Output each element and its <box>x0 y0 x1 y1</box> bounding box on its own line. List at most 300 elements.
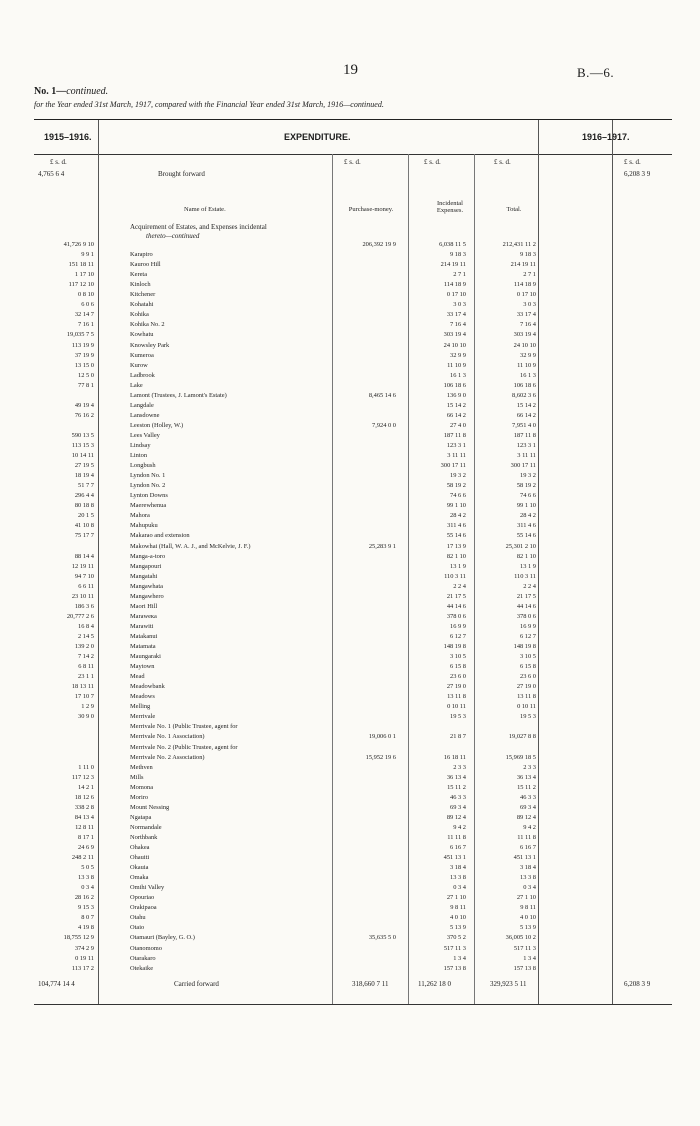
incidental-expenses: 15 14 2 <box>446 401 466 409</box>
table-row <box>34 662 672 672</box>
incidental-expenses: 16 18 11 <box>443 753 466 761</box>
prev-year-value: 9 15 3 <box>78 904 94 912</box>
header-title: EXPENDITURE. <box>284 132 351 142</box>
total-value: 7 16 4 <box>520 321 536 329</box>
pence-sign: d. <box>61 158 67 166</box>
prev-year-value: 6 8 11 <box>78 663 94 671</box>
incidental-expenses: 136 9 0 <box>446 391 466 399</box>
table-row <box>34 642 672 652</box>
incidental-expenses: 89 12 4 <box>446 813 466 821</box>
table-row <box>34 562 672 572</box>
incidental-expenses: 123 3 1 <box>446 442 466 449</box>
table-row <box>34 330 672 340</box>
total-value: 114 18 9 <box>513 281 536 289</box>
estate-name: Meadowbank <box>130 683 165 691</box>
incidental-expenses: 69 3 4 <box>450 803 466 811</box>
estate-name: Otahu <box>130 914 146 922</box>
table-row <box>34 873 672 883</box>
incidental-expenses: 21 17 5 <box>446 592 466 600</box>
table-row <box>34 240 672 250</box>
estate-name: Maungaraki <box>130 653 161 661</box>
total-value: 19 3 2 <box>520 472 536 480</box>
incidental-expenses: 27 19 0 <box>446 683 466 691</box>
estate-name: Linton <box>130 452 148 460</box>
total-value: 28 4 2 <box>520 512 536 520</box>
estate-name: Maori Hill <box>130 602 158 610</box>
header-left-year: 1915–1916. <box>44 132 92 142</box>
total-value: 23 6 0 <box>520 673 536 681</box>
total-value: 19,027 8 8 <box>508 733 536 741</box>
expenditure-table <box>34 119 672 1005</box>
estate-name: Kohatahi <box>130 301 154 309</box>
prev-year-value: 6 0 6 <box>81 301 94 309</box>
table-row <box>34 793 672 803</box>
table-row <box>34 702 672 712</box>
estate-name: Omihi Valley <box>130 884 165 892</box>
incidental-expenses: 82 1 10 <box>446 552 466 560</box>
table-row <box>34 542 672 552</box>
pound-sign: £ <box>494 158 498 166</box>
table-row <box>34 813 672 823</box>
prev-year-value: 13 3 8 <box>78 874 94 882</box>
table-row <box>34 964 672 974</box>
purchase-money: 206,392 19 9 <box>362 241 396 248</box>
purchase-money: 8,465 14 6 <box>368 391 396 399</box>
prev-year-value: 6 6 11 <box>78 582 94 590</box>
table-row <box>34 823 672 833</box>
estate-name: Makowhai (Hall, W. A. J., and McKelvie, J. F.) <box>130 542 251 550</box>
estate-name: Otarakaro <box>130 954 156 962</box>
total-value: 11 11 8 <box>517 833 536 841</box>
prev-year-value: 2 14 5 <box>78 632 94 640</box>
incidental-expenses: 21 8 7 <box>450 733 466 741</box>
prev-year-value: 113 17 2 <box>71 964 94 972</box>
pence-sign: d. <box>505 158 511 166</box>
prev-year-value: 8 0 7 <box>81 914 94 922</box>
table-row <box>34 833 672 843</box>
prev-year-value: 7 14 2 <box>78 653 94 661</box>
carried-forward-right: 6,208 3 9 <box>624 980 651 988</box>
total-value: 32 9 9 <box>520 351 536 359</box>
total-value: 2 3 3 <box>523 763 536 771</box>
estate-name: Marawiti <box>130 622 154 630</box>
incidental-expenses: 16 9 9 <box>450 622 466 630</box>
prev-year-value: 590 13 5 <box>71 431 94 439</box>
incidental-expenses: 1 3 4 <box>453 954 466 962</box>
estate-name: Merrivale <box>130 713 156 721</box>
total-value: 4 0 10 <box>520 914 536 922</box>
prev-year-value: 80 18 8 <box>74 502 94 510</box>
incidental-expenses: 28 4 2 <box>450 512 466 520</box>
estate-name: Langdale <box>130 401 154 409</box>
prev-year-value: 94 7 10 <box>74 572 94 580</box>
prev-year-value: 113 19 9 <box>71 341 94 349</box>
incidental-expenses: 7 16 4 <box>450 321 466 329</box>
table-row <box>34 903 672 913</box>
estate-name: Ohauiti <box>130 854 150 862</box>
prev-year-value: 139 2 0 <box>74 643 94 650</box>
estate-name: Merrivale No. 1 (Public Trustee, agent for <box>130 723 238 731</box>
table-row <box>34 732 672 742</box>
incidental-expenses: 58 19 2 <box>446 482 466 490</box>
incidental-expenses: 0 3 4 <box>453 884 466 892</box>
total-value: 378 0 6 <box>516 612 536 620</box>
total-value: 13 11 8 <box>517 693 536 701</box>
table-row <box>34 471 672 481</box>
prev-year-value: 12 19 11 <box>71 562 94 570</box>
total-value: 1 3 4 <box>523 954 536 962</box>
units-total <box>494 158 511 166</box>
total-value: 13 3 8 <box>520 874 536 882</box>
prev-year-value: 12 8 11 <box>75 823 94 831</box>
table-row <box>34 411 672 421</box>
total-value: 157 13 8 <box>513 964 536 972</box>
prev-year-value: 16 8 4 <box>78 622 94 630</box>
prev-year-value: 24 6 9 <box>78 844 94 851</box>
incidental-expenses: 44 14 6 <box>446 602 466 610</box>
prev-year-value: 9 9 1 <box>81 251 94 259</box>
estate-name: Longbush <box>130 462 156 470</box>
total-value: 7,951 4 0 <box>512 421 536 429</box>
total-value: 2 2 4 <box>523 582 536 590</box>
estate-name: Omaka <box>130 874 149 882</box>
prev-year-value: 186 3 6 <box>74 602 94 610</box>
prev-year-value: 1 2 9 <box>81 703 94 711</box>
total-value: 6 16 7 <box>520 844 536 851</box>
total-value: 106 18 6 <box>513 381 536 389</box>
total-value: 25,301 2 10 <box>505 542 536 550</box>
total-value: 55 14 6 <box>516 532 536 540</box>
total-value: 13 1 9 <box>520 562 536 570</box>
incidental-expenses: 6 12 7 <box>450 632 466 640</box>
table-row <box>34 652 672 662</box>
table-row <box>34 341 672 351</box>
estate-name: Merrivale No. 2 Association) <box>130 753 205 761</box>
estate-name: Otanomomo <box>130 944 162 952</box>
estate-name: Leeston (Holley, W.) <box>130 421 184 429</box>
estate-name: Kauroo Hill <box>130 261 161 269</box>
carried-forward-total: 329,923 5 11 <box>490 980 527 988</box>
table-row <box>34 421 672 431</box>
prev-year-value: 248 2 11 <box>71 854 94 862</box>
table-row <box>34 280 672 290</box>
estate-name: Lynton Downs <box>130 492 168 500</box>
table-row <box>34 582 672 592</box>
purchase-money: 15,952 19 6 <box>365 753 396 761</box>
total-value: 303 19 4 <box>513 331 536 339</box>
total-value: 2 7 1 <box>523 271 536 279</box>
table-row <box>34 632 672 642</box>
prev-year-value: 18 19 4 <box>74 472 94 480</box>
prev-year-value: 1 17 10 <box>74 271 94 279</box>
total-value: 0 17 10 <box>516 291 536 299</box>
shilling-sign: s. <box>629 158 634 166</box>
pence-sign: d. <box>355 158 361 166</box>
incidental-expenses: 187 11 8 <box>443 431 466 439</box>
total-value: 6 15 8 <box>520 663 536 671</box>
table-row <box>34 461 672 471</box>
estate-name: Mangapouri <box>130 562 162 570</box>
table-row <box>34 552 672 562</box>
estate-name: Okauia <box>130 864 149 872</box>
prev-year-value: 37 19 9 <box>74 351 94 359</box>
purchase-money: 35,635 5 0 <box>368 934 396 942</box>
total-value: 89 12 4 <box>516 813 536 821</box>
incidental-expenses: 114 18 9 <box>443 281 466 289</box>
estate-name: Kitchener <box>130 291 156 299</box>
incidental-expenses: 11 11 8 <box>447 833 466 841</box>
table-row <box>34 511 672 521</box>
table-row <box>34 743 672 753</box>
estate-name: Lamont (Trustees, J. Lamont's Estate) <box>130 391 227 399</box>
incidental-expenses: 378 0 6 <box>446 612 466 620</box>
prev-year-value: 8 17 1 <box>78 833 94 841</box>
table-row <box>34 883 672 893</box>
estate-name: Mangatahi <box>130 572 158 580</box>
section-title-line: thereto—continued <box>146 232 200 240</box>
prev-year-value: 32 14 7 <box>74 311 94 319</box>
table-row <box>34 431 672 441</box>
prev-year-value: 0 8 10 <box>78 291 94 299</box>
total-value: 6 12 7 <box>520 632 536 640</box>
estate-name: Maerewhenua <box>130 502 167 510</box>
estate-name: Ohakea <box>130 844 150 851</box>
table-row <box>34 692 672 702</box>
estate-name: Lyndon No. 2 <box>130 482 166 490</box>
prev-year-value: 41,726 9 10 <box>63 241 94 248</box>
estate-name: Kinloch <box>130 281 151 289</box>
incidental-expenses: 9 18 3 <box>450 251 466 259</box>
table-row <box>34 531 672 541</box>
incidental-expenses: 19 3 2 <box>450 472 466 480</box>
total-value: 0 10 11 <box>517 703 536 711</box>
total-value: 15 14 2 <box>516 401 536 409</box>
estate-name: Mills <box>130 773 144 781</box>
purchase-money: 7,924 0 0 <box>372 421 396 429</box>
incidental-expenses: 370 5 2 <box>446 934 466 942</box>
incidental-expenses: 300 17 11 <box>440 462 466 470</box>
total-value: 311 4 6 <box>517 522 536 530</box>
total-value: 46 3 3 <box>520 793 536 801</box>
estate-name: Matakanui <box>130 632 158 640</box>
prev-year-value: 151 18 11 <box>68 261 94 269</box>
table-row <box>34 401 672 411</box>
incidental-expenses: 6 16 7 <box>450 844 466 851</box>
total-value: 27 19 0 <box>516 683 536 691</box>
table-row <box>34 270 672 280</box>
incidental-expenses: 13 1 9 <box>450 562 466 570</box>
incidental-expenses: 9 4 2 <box>453 823 466 831</box>
table-number: No. 1— <box>34 86 67 97</box>
table-row <box>34 521 672 531</box>
prev-year-value: 41 10 8 <box>74 522 94 530</box>
prev-year-value: 10 14 11 <box>71 452 94 460</box>
estate-name: Knowsley Park <box>130 341 170 349</box>
prev-year-value: 84 13 4 <box>74 813 94 821</box>
total-value: 66 14 2 <box>516 411 536 419</box>
estate-name: Maytown <box>130 663 155 671</box>
prev-year-value: 14 2 1 <box>78 783 94 791</box>
subhead-total: Total. <box>506 206 522 213</box>
estate-name: Ngatapa <box>130 813 152 821</box>
table-row <box>34 501 672 511</box>
pence-sign: d. <box>635 158 641 166</box>
total-value: 27 1 10 <box>516 894 536 902</box>
prev-year-value: 20,777 2 6 <box>66 612 94 620</box>
table-row <box>34 441 672 451</box>
table-row <box>34 260 672 270</box>
total-value: 300 17 11 <box>510 462 536 470</box>
table-row <box>34 753 672 763</box>
brought-forward-label: Brought forward <box>158 170 205 178</box>
total-value: 44 14 6 <box>516 602 536 610</box>
shilling-sign: s. <box>55 158 60 166</box>
table-row <box>34 612 672 622</box>
prev-year-value: 296 4 4 <box>74 492 94 500</box>
prev-year-value: 374 2 9 <box>74 944 94 952</box>
total-value: 9 18 3 <box>520 251 536 259</box>
total-value: 36 13 4 <box>516 773 536 781</box>
incidental-expenses: 66 14 2 <box>446 411 466 419</box>
total-value: 212,431 11 2 <box>502 241 536 248</box>
estate-name: Karapiro <box>130 251 153 259</box>
carried-forward-purchase: 318,660 7 11 <box>352 980 389 988</box>
table-row <box>34 320 672 330</box>
total-value: 214 19 11 <box>510 261 536 269</box>
table-row <box>34 451 672 461</box>
prev-year-value: 117 12 10 <box>68 281 94 289</box>
document-reference: B.—6. <box>577 65 615 80</box>
prev-year-value: 113 15 3 <box>71 442 94 449</box>
estate-name: Makarao and extension <box>130 532 190 540</box>
pound-sign: £ <box>50 158 54 166</box>
prev-year-value: 27 19 5 <box>74 462 94 470</box>
table-row <box>34 592 672 602</box>
incidental-expenses: 6,038 11 5 <box>439 241 466 248</box>
total-value: 74 6 6 <box>520 492 536 500</box>
estate-name: Mangawhero <box>130 592 164 600</box>
table-row <box>34 491 672 501</box>
incidental-expenses: 3 0 3 <box>453 301 466 309</box>
estate-name: Otekaike <box>130 964 154 972</box>
total-value: 0 3 4 <box>523 884 536 892</box>
total-value: 187 11 8 <box>513 431 536 439</box>
incidental-expenses: 19 5 3 <box>450 713 466 721</box>
incidental-expenses: 27 4 0 <box>450 421 466 429</box>
prev-year-value: 28 16 2 <box>74 894 94 902</box>
continued-heading <box>34 86 108 97</box>
incidental-expenses: 6 15 8 <box>450 663 466 671</box>
estate-name: Manga-a-toro <box>130 552 166 560</box>
incidental-expenses: 16 1 3 <box>450 371 466 379</box>
total-value: 16 9 9 <box>520 622 536 630</box>
table-row <box>34 572 672 582</box>
total-value: 9 8 11 <box>520 904 536 912</box>
subhead-name: Name of Estate. <box>184 206 226 213</box>
estate-name: Kereta <box>130 271 148 279</box>
incidental-expenses: 2 2 4 <box>453 582 466 590</box>
shilling-sign: s. <box>429 158 434 166</box>
prev-year-value: 117 12 3 <box>71 773 94 781</box>
table-row <box>34 351 672 361</box>
table-row <box>34 783 672 793</box>
incidental-expenses: 2 7 1 <box>453 271 466 279</box>
pound-sign: £ <box>344 158 348 166</box>
estate-name: Otaio <box>130 924 145 932</box>
table-row <box>34 863 672 873</box>
total-value: 3 10 5 <box>520 653 536 661</box>
prev-year-value: 18 13 11 <box>71 683 94 691</box>
incidental-expenses: 0 10 11 <box>447 703 466 711</box>
prev-year-value: 12 5 0 <box>78 371 94 379</box>
prev-year-value: 75 17 7 <box>74 532 94 540</box>
table-row <box>34 944 672 954</box>
prev-year-value: 1 11 0 <box>78 763 94 771</box>
total-value: 110 3 11 <box>514 572 536 580</box>
subhead-incidental: Incidental Expenses. <box>436 200 464 214</box>
estate-name: Meadows <box>130 693 155 701</box>
incidental-expenses: 3 18 4 <box>450 864 466 872</box>
estate-name: Orakipaoa <box>130 904 157 912</box>
estate-name: Opouriao <box>130 894 155 902</box>
table-row <box>34 602 672 612</box>
table-row <box>34 933 672 943</box>
estate-name: Momona <box>130 783 154 791</box>
table-header <box>34 120 672 155</box>
table-row <box>34 893 672 903</box>
prev-year-value: 7 16 1 <box>78 321 94 329</box>
incidental-expenses: 15 11 2 <box>447 783 466 791</box>
total-value: 15,969 18 5 <box>505 753 536 761</box>
prev-year-value: 76 16 2 <box>74 411 94 419</box>
incidental-expenses: 0 17 10 <box>446 291 466 299</box>
prev-year-value: 18 12 6 <box>74 793 94 801</box>
estate-name: Kohika <box>130 311 149 319</box>
units-purchase <box>344 158 361 166</box>
table-row <box>34 853 672 863</box>
prev-year-value: 4 19 8 <box>78 924 94 932</box>
estate-name: Mahupuku <box>130 522 158 530</box>
incidental-expenses: 24 10 10 <box>443 341 466 349</box>
continued-label: continued. <box>66 86 109 97</box>
total-value: 99 1 10 <box>516 502 536 510</box>
total-value: 16 1 3 <box>520 371 536 379</box>
table-row <box>34 672 672 682</box>
prev-year-value: 88 14 4 <box>74 552 94 560</box>
table-row <box>34 381 672 391</box>
table-row <box>34 803 672 813</box>
subhead-purchase: Purchase-money. <box>348 206 394 213</box>
table-row <box>34 391 672 401</box>
total-value: 21 17 5 <box>516 592 536 600</box>
incidental-expenses: 3 11 11 <box>447 452 466 460</box>
estate-name: Lindsay <box>130 442 151 449</box>
table-row <box>34 371 672 381</box>
incidental-expenses: 74 6 6 <box>450 492 466 500</box>
incidental-expenses: 451 13 1 <box>443 854 466 862</box>
incidental-expenses: 157 13 8 <box>443 964 466 972</box>
estate-name: Moriro <box>130 793 149 801</box>
estate-name: Northbank <box>130 833 158 841</box>
incidental-expenses: 5 13 9 <box>450 924 466 932</box>
incidental-expenses: 32 9 9 <box>450 351 466 359</box>
prev-year-value: 77 8 1 <box>78 381 94 389</box>
total-value: 148 19 8 <box>513 643 536 650</box>
table-row <box>34 361 672 371</box>
total-value: 69 3 4 <box>520 803 536 811</box>
incidental-expenses: 3 10 5 <box>450 653 466 661</box>
incidental-expenses: 517 11 3 <box>443 944 466 952</box>
